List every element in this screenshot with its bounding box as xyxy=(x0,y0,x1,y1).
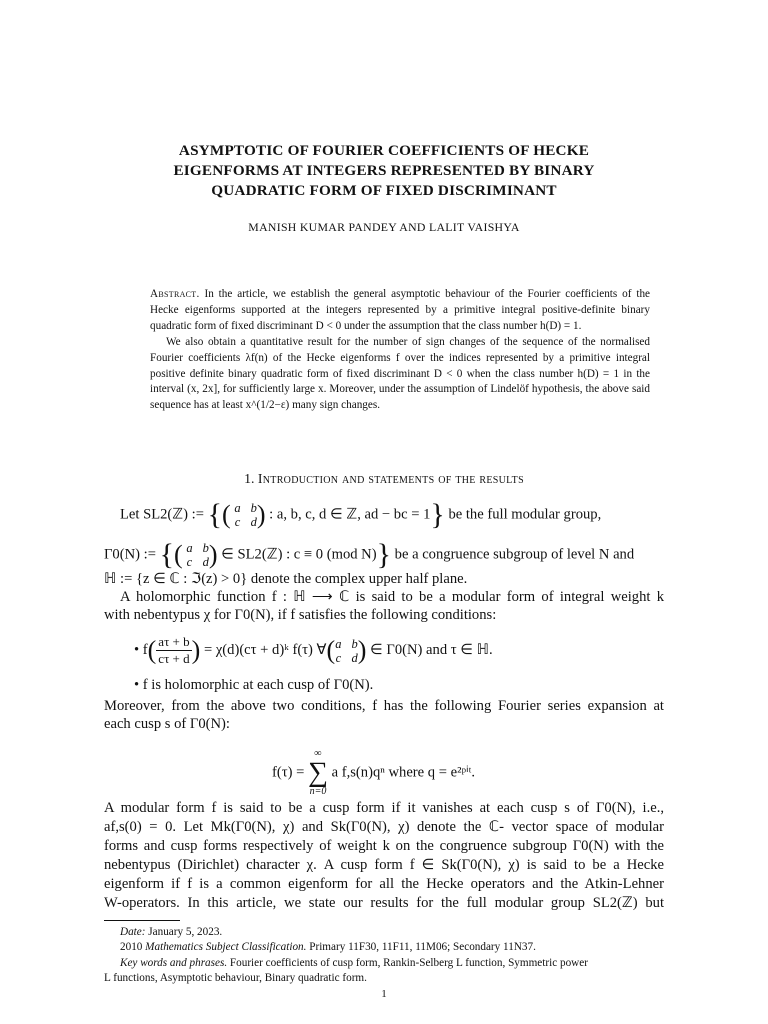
gamma0-rhs: be a congruence subgroup of level N and xyxy=(394,546,635,563)
sl2-rhs: be the full modular group, xyxy=(448,506,602,523)
body-line-5: with nebentypus χ for Γ0(N), if f satisfies the following conditions: xyxy=(104,607,497,623)
matrix-abcd-2: a b c d xyxy=(186,541,209,569)
matrix-abcd: a b c d xyxy=(234,501,257,529)
authors: MANISH KUMAR PANDEY AND LALIT VAISHYA xyxy=(248,220,520,234)
footnote-msc: 2010 Mathematics Subject Classification. Primary 11F30, 11F11, 11M06; Secondary 11N37. xyxy=(120,941,536,953)
mobius-fraction: $\frac{a\tau + b}{c\tau + d}$ xyxy=(158,634,190,666)
footnote-date: Date: January 5, 2023. xyxy=(120,926,223,938)
page-number: 1 xyxy=(381,988,387,1000)
paragraph-line-6: W-operators. In this article, we state our results for the full modular group SL2(ℤ) but xyxy=(104,895,664,911)
summation-symbol: ∞ ∑ n=0 xyxy=(307,748,328,797)
sl2-definition-line: Let SL2(ℤ) := {( a b c d ) : a, b, c, d ∈ ℤ, ad − bc = 1} be the full modular group, xyxy=(120,498,602,531)
title-line-3: QUADRATIC FORM OF FIXED DISCRIMINANT xyxy=(211,182,557,199)
paragraph-line-3: forms and cusp forms respectively of weight k on the congruence subgroup Γ0(N) with the xyxy=(104,838,664,854)
fourier-expansion-equation: f(τ) = ∞ ∑ n=0 a f,s(n)qⁿ where q = e²ᵖⁱᵗ. xyxy=(272,748,476,797)
section-title: Introduction and statements of the results xyxy=(257,471,524,486)
body-line-4: A holomorphic function f : ℍ ⟶ ℂ is said to be a modular form of integral weight k xyxy=(120,589,664,605)
abstract-text-1: In the article, we establish the general asymptotic behaviour of the Fourier coefficients of the Hecke eigenforms supported at the integers represented by a primitive integral positive-definite binary quadratic form of fixed discriminant D < 0 under the assumption that the class number h(D) = 1. xyxy=(150,288,651,332)
condition-bullet-1: • f( $\frac{a\tau + b}{c\tau + d}$ ) = χ(d)(cτ + d)ᵏ f(τ) ∀( a b c d ) ∈ Γ0(N) and τ ∈ ℍ. xyxy=(134,634,493,666)
body-line-7: each cusp s of Γ0(N): xyxy=(104,716,230,732)
body-line-6: Moreover, from the above two conditions, f has the following Fourier series expansion at xyxy=(104,698,664,714)
paragraph-line-2: af,s(0) = 0. Let Mk(Γ0(N), χ) and Sk(Γ0(N), χ) denote the ℂ- vector space of modular xyxy=(104,819,664,835)
paper-title xyxy=(104,141,664,201)
footnote-keywords: Key words and phrases. Fourier coefficients of cusp form, Rankin-Selberg L function, Symmetric power xyxy=(120,957,588,969)
matrix-abcd-3: a b c d xyxy=(335,636,358,665)
title-line-1: ASYMPTOTIC OF FOURIER COEFFICIENTS OF HECKE xyxy=(178,142,590,159)
section-number: 1. xyxy=(244,471,255,486)
paragraph-line-5: eigenform if f is a common eigenform for all the Hecke operators and the Atkin-Lehner xyxy=(104,876,664,892)
paragraph-line-1: A modular form f is said to be a cusp form if it vanishes at each cusp s of Γ0(N), i.e., xyxy=(104,800,664,816)
body-line-3: ℍ := {z ∈ ℂ : ℑ(z) > 0} denote the complex upper half plane. xyxy=(104,571,468,587)
footnote-keywords-cont: L functions, Asymptotic behaviour, Binary quadratic form. xyxy=(104,972,367,984)
abstract xyxy=(150,287,650,414)
gamma0-definition-line: Γ0(N) := {( a b c d ) ∈ SL2(ℤ) : c ≡ 0 (mod N)} be a congruence subgroup of level N and xyxy=(104,538,635,571)
paragraph-line-4: nebentypus (Dirichlet) character χ. A cusp form f ∈ Sk(Γ0(N), χ) is said to be a Hecke xyxy=(104,857,664,873)
sl2-lhs: Let SL2(ℤ) := xyxy=(120,506,204,523)
footnote-rule xyxy=(104,920,180,921)
abstract-label: Abstract. xyxy=(150,288,200,300)
right-brace: } xyxy=(430,498,445,531)
left-brace: { xyxy=(207,498,223,531)
condition-bullet-2: • f is holomorphic at each cusp of Γ0(N). xyxy=(134,677,374,693)
abstract-paragraph-2: We also obtain a quantitative result for the number of sign changes of the sequence of the normalised Fourier coefficients λf(n) of the Hecke eigenforms f over the indices represented by a primitive integral positive definite binary quadratic form of fixed discriminant D < 0 when the class number h(D) = 1 in the interval (x, 2x], for sufficiently large x. Moreover, under the assumption of Lindelöf hypothesis, the above said sequence has at least x^(1/2−ε) many sign changes. xyxy=(150,335,650,412)
title-line-2: EIGENFORMS AT INTEGERS REPRESENTED BY BINARY xyxy=(173,162,595,179)
section-heading xyxy=(104,471,664,487)
abstract-paragraph-1 xyxy=(150,287,650,335)
gamma0-condition: ∈ SL2(ℤ) : c ≡ 0 (mod N) xyxy=(221,546,377,563)
gamma0-lhs: Γ0(N) := xyxy=(104,546,156,563)
sl2-condition: : a, b, c, d ∈ ℤ, ad − bc = 1 xyxy=(269,506,431,523)
